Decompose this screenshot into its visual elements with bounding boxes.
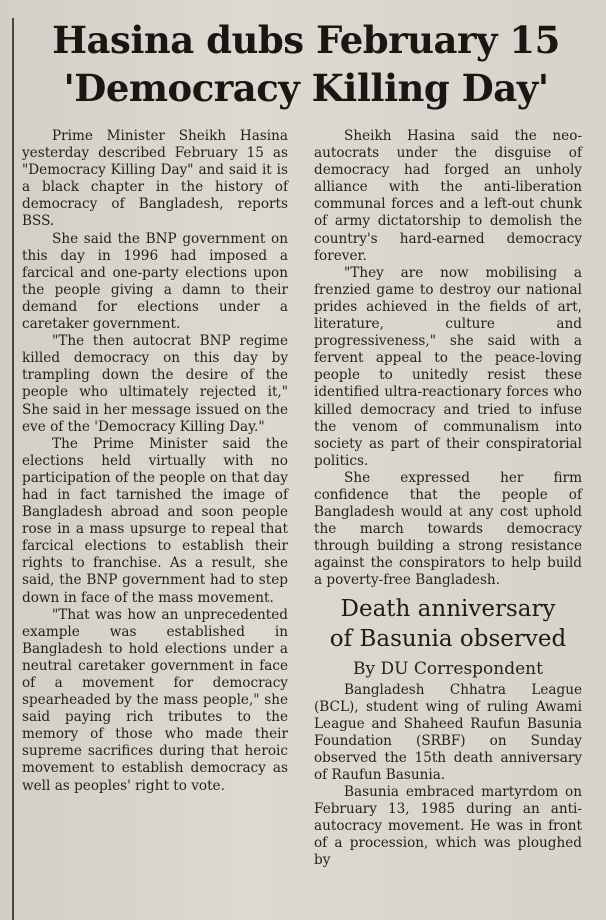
article-paragraph: She expressed her firm confidence that the people of Bangladesh would at any cost uphold the march towards democracy through building a strong resistance against the conspirators to help build a poverty-free Bangladesh. <box>314 469 582 589</box>
left-column <box>22 128 288 795</box>
headline-line-2: 'Democracy Killing Day' <box>63 66 549 110</box>
byline: By DU Correspondent <box>353 658 543 679</box>
article-paragraph: The Prime Minister said the elections held virtually with no participation of the people on that day had in fact tarnished the image of Bangladesh abroad and soon people rose in a mass upsurge to repeal that farcical elections to establish their rights to franchise. As a result, she said, the BNP government had to step down in face of the mass movement. <box>22 435 288 606</box>
article-paragraph: "That was how an unprecedented example was established in Bangladesh to hold elections under a neutral caretaker government in face of a movement for democracy spearheaded by the mass people," she said paying rich tributes to the memory of those who made their supreme sacrifices during that heroic movement to establish democracy as well as peoples' right to vote. <box>22 606 288 794</box>
article-paragraph: Prime Minister Sheikh Hasina yesterday described February 15 as "Democracy Killing Day" and said it is a black chapter in the history of democracy of Bangladesh, reports BSS. <box>22 128 288 230</box>
headline-line-1: Hasina dubs February 15 <box>52 18 560 62</box>
article-paragraph: She said the BNP government on this day in 1996 had imposed a farcical and one-party elections upon the people giving a damn to their demand for elections under a caretaker government. <box>22 230 288 333</box>
second-headline-line-2: of Basunia observed <box>329 625 567 652</box>
second-headline-line-1: Death anniversary <box>340 595 556 622</box>
article-paragraph: "The then autocrat BNP regime killed democracy on this day by trampling down the desire of the people who ultimately rejected it," She said in her message issued on the eve of the 'Democracy Killing Day." <box>22 333 288 435</box>
second-headline <box>314 594 582 654</box>
right-column <box>314 128 582 870</box>
main-headline <box>16 16 596 112</box>
article-paragraph: Basunia embraced martyrdom on February 13, 1985 during an anti-autocracy movement. He was in front of a procession, which was ploughed by <box>314 784 582 869</box>
article-paragraph: "They are now mobilising a frenzied game to destroy our national prides achieved in the fields of art, literature, culture and progressiveness," she said with a fervent appeal to the peace-loving people to unitedly resist these identified ultra-reactionary forces who killed democracy and tried to infuse the venom of communalism into society as part of their conspiratorial politics. <box>314 264 582 469</box>
column-rule <box>12 18 14 920</box>
article-paragraph: Sheikh Hasina said the neo-autocrats under the disguise of democracy had forged an unholy alliance with the anti-liberation communal forces and a left-out chunk of army dictatorship to demolish the country's hard-earned democracy forever. <box>314 128 582 264</box>
article-paragraph: Bangladesh Chhatra League (BCL), student wing of ruling Awami League and Shaheed Raufun Basunia Foundation (SRBF) on Sunday observed the 15th death anniversary of Raufun Basunia. <box>314 681 582 783</box>
